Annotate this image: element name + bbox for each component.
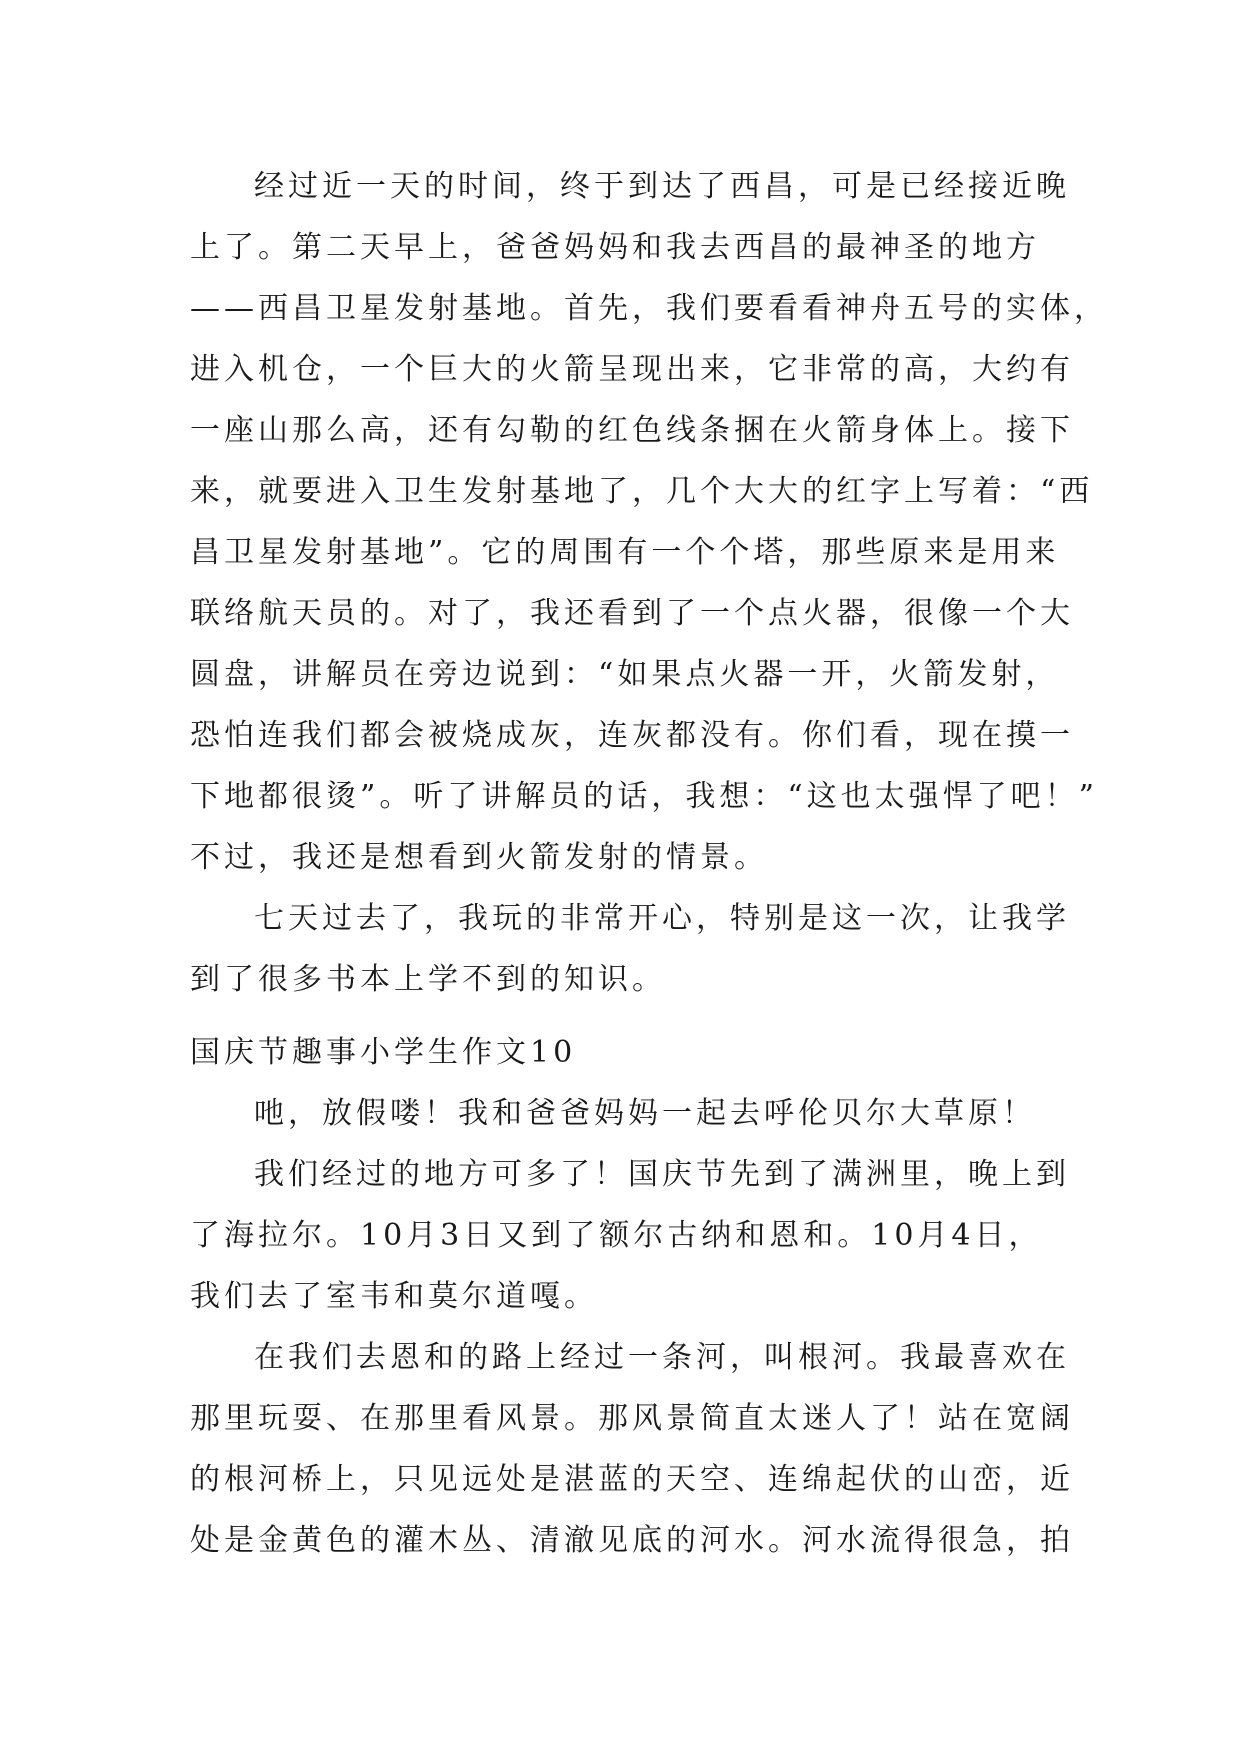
text-line: 联络航天员的。对了，我还看到了一个点火器，很像一个大 [190,596,1074,631]
essay-heading: 国庆节趣事小学生作文10 [190,1035,577,1070]
text-line: 昌卫星发射基地”。它的周围有一个个塔，那些原来是用来 [190,535,1060,570]
text-line: 我们经过的地方可多了！国庆节先到了满洲里，晚上到 [254,1157,1070,1192]
text-line: 处是金黄色的灌木丛、清澈见底的河水。河水流得很急，拍 [190,1523,1074,1558]
text-line: ——西昌卫星发射基地。首先，我们要看看神舟五号的实体， [190,291,1108,326]
text-line: 吔，放假喽！我和爸爸妈妈一起去呼伦贝尔大草原！ [254,1096,1036,1131]
paragraph-1 [190,156,1108,888]
text-line: 上了。第二天早上，爸爸妈妈和我去西昌的最神圣的地方 [190,230,1040,265]
section-2 [190,1022,1074,1571]
text-line: 到了很多书本上学不到的知识。 [190,962,666,997]
text-line: 不过，我还是想看到火箭发射的情景。 [190,840,768,875]
paragraph-2 [190,1144,1070,1327]
text-line: 的根河桥上，只见远处是湛蓝的天空、连绵起伏的山峦，近 [190,1462,1074,1497]
text-line: 一座山那么高，还有勾勒的红色线条捆在火箭身体上。接下 [190,413,1074,448]
text-line: 圆盘，讲解员在旁边说到：“如果点火器一开，火箭发射， [190,657,1060,692]
section-1 [190,156,1108,1010]
text-line: 下地都很烫”。听了讲解员的话，我想：“这也太强悍了吧！” [190,779,1099,814]
paragraph-3 [190,1327,1074,1571]
text-line: 恐怕连我们都会被烧成灰，连灰都没有。你们看，现在摸一 [190,718,1074,753]
text-line: 了海拉尔。10月3日又到了额尔古纳和恩和。10月4日， [190,1218,1043,1253]
text-line: 来，就要进入卫生发射基地了，几个大大的红字上写着：“西 [190,474,1094,509]
text-line: 七天过去了，我玩的非常开心，特别是这一次，让我学 [254,901,1070,936]
text-line: 进入机仓，一个巨大的火箭呈现出来，它非常的高，大约有 [190,352,1074,387]
text-line: 我们去了室韦和莫尔道嘎。 [190,1279,598,1314]
paragraph-1 [190,1083,1050,1144]
paragraph-2 [190,888,1070,1010]
text-line: 经过近一天的时间，终于到达了西昌，可是已经接近晚 [254,169,1070,204]
text-line: 那里玩耍、在那里看风景。那风景简直太迷人了！站在宽阔 [190,1401,1074,1436]
text-line: 在我们去恩和的路上经过一条河，叫根河。我最喜欢在 [254,1340,1070,1375]
